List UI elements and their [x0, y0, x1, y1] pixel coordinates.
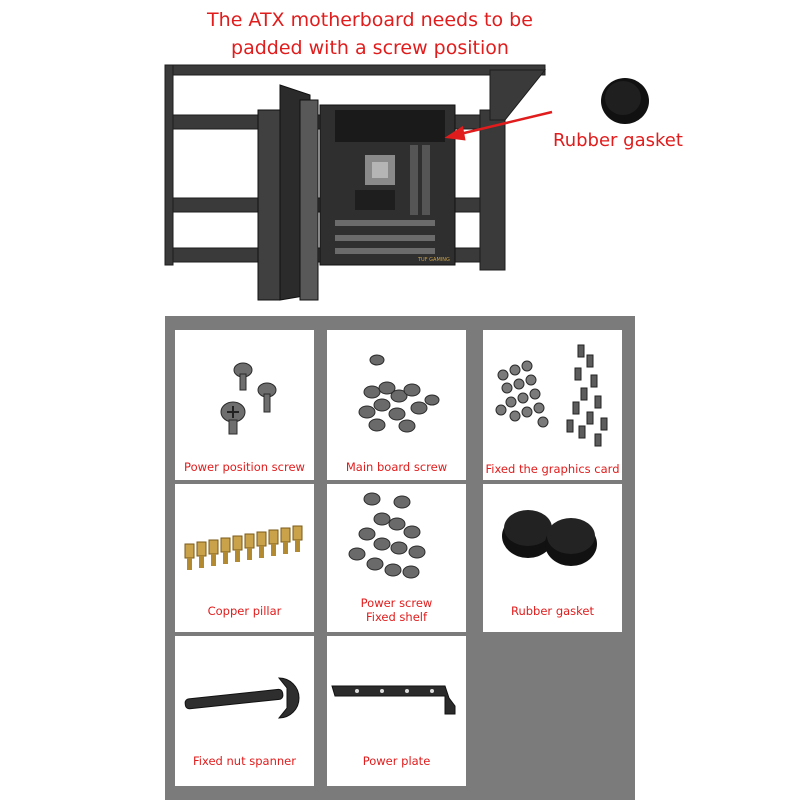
- mining-frame-photo: [160, 50, 560, 310]
- accessory-label-line-2: Fixed shelf: [365, 610, 428, 624]
- screws-icon: [327, 330, 466, 460]
- accessory-label: Main board screw: [345, 460, 448, 474]
- accessory-power-position-screw: [175, 330, 314, 480]
- nuts-screws-icon: [483, 330, 622, 460]
- rubber-gasket-photo: [590, 70, 660, 130]
- headline-line-2: padded with a screw position: [231, 37, 509, 59]
- screws-icon: [175, 330, 314, 460]
- graphics-card: [258, 85, 318, 300]
- rubber-gasket-icon: [483, 484, 622, 594]
- accessory-power-screw-fixed-shelf: [327, 484, 466, 632]
- headline-line-1: The ATX motherboard needs to be: [207, 9, 533, 31]
- power-plate-icon: [327, 636, 466, 746]
- accessory-label: Rubber gasket: [511, 604, 594, 618]
- copper-pillar-icon: [175, 484, 314, 604]
- accessory-label: Fixed nut spanner: [193, 754, 296, 768]
- rubber-gasket-callout-label: Rubber gasket: [553, 130, 683, 151]
- accessory-copper-pillar: [175, 484, 314, 632]
- accessory-rubber-gasket: [483, 484, 622, 632]
- accessory-main-board-screw: [327, 330, 466, 480]
- board-brand-text: TUF GAMING: [418, 257, 450, 263]
- motherboard: [320, 105, 455, 265]
- screws-icon: [327, 484, 466, 594]
- accessory-label: Copper pillar: [207, 604, 282, 618]
- accessory-power-plate: [327, 636, 466, 786]
- accessory-fixed-graphics-card: [483, 330, 622, 480]
- accessory-label: Power screw: [360, 596, 433, 610]
- accessory-label: Fixed the graphics card: [485, 462, 620, 476]
- accessory-label: Power position screw: [184, 460, 305, 474]
- spanner-icon: [175, 636, 314, 746]
- accessory-grid: [165, 316, 635, 800]
- accessory-label: Power plate: [362, 754, 431, 768]
- accessory-fixed-nut-spanner: [175, 636, 314, 786]
